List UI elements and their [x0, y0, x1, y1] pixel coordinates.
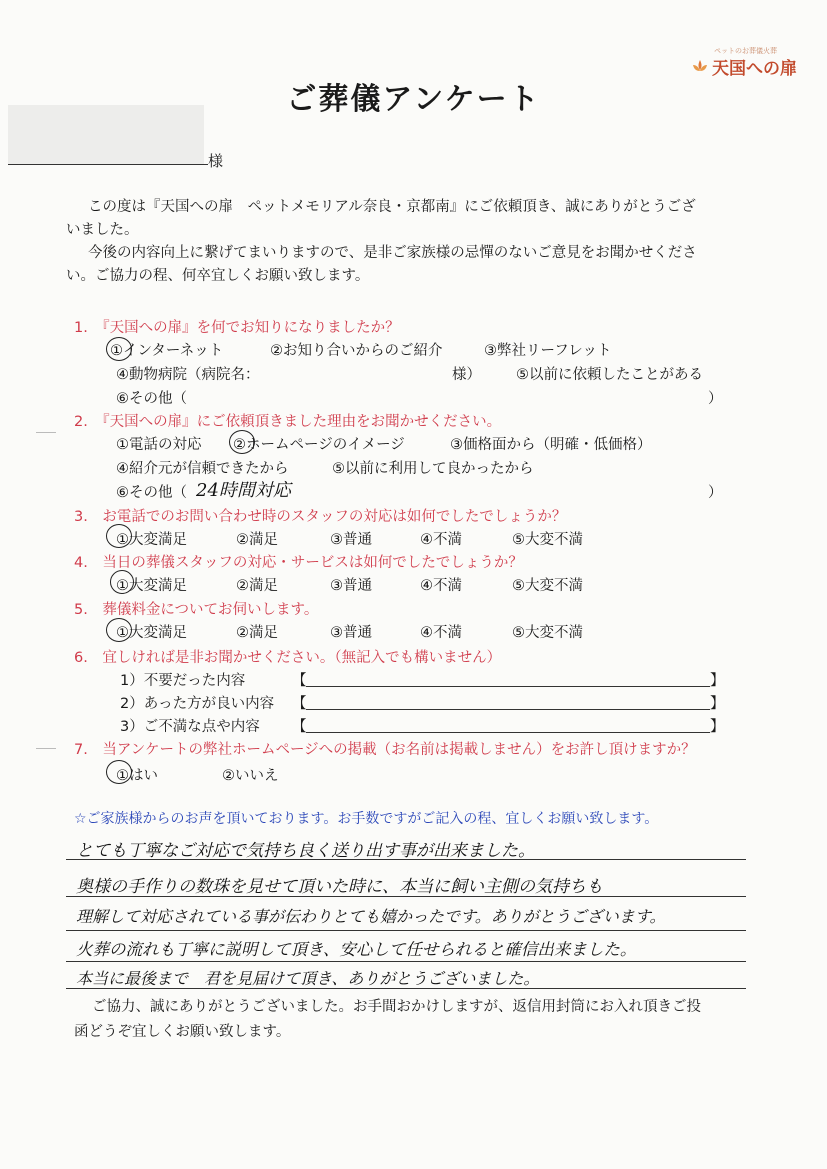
comment-rule [66, 988, 746, 989]
comment-notice: ☆ご家族様からのお声を頂いております。お手数ですがご記入の程、宜しくお願い致します。 [74, 811, 659, 827]
q6-row-2-label: 2）あった方が良い内容 [120, 696, 275, 712]
comment-line-5: 本当に最後まで 君を見届けて頂き、ありがとうございました。 [76, 969, 540, 988]
q5-option-5[interactable]: ⑤大変不満 [512, 625, 583, 641]
logo-text: 天国への扉 [712, 59, 797, 79]
q1-option-4-suffix: 様） [452, 367, 481, 383]
recipient-underline [8, 164, 208, 165]
q2-option-5[interactable]: ⑤以前に利用して良かったから [332, 461, 534, 477]
q3-option-1[interactable]: ①大変満足 [116, 532, 187, 548]
q2-option-2[interactable]: ②ホームページのイメージ [233, 437, 405, 453]
comment-rule [66, 961, 746, 962]
q6-row-1-close: 】 [710, 673, 725, 689]
q6-row-2-input[interactable] [306, 709, 710, 710]
q3-option-2[interactable]: ②満足 [236, 532, 278, 548]
q1-option-5[interactable]: ⑤以前に依頼したことがある [516, 367, 703, 383]
comment-line-2: 奥様の手作りの数珠を見せて頂いた時に、本当に飼い主側の気持ちも [76, 877, 603, 897]
q4-option-3[interactable]: ③普通 [330, 578, 372, 594]
q2-handwritten-answer: 24時間対応 [196, 480, 291, 501]
q2-close-paren: ） [708, 485, 723, 501]
comment-line-4: 火葬の流れも丁寧に説明して頂き、安心して任せられると確信出来ました。 [76, 940, 637, 959]
q5-option-4[interactable]: ④不満 [420, 625, 462, 641]
question-4: 4. 当日の葬儀スタッフの対応・サービスは如何でしたでしょうか？ [74, 555, 523, 571]
q4-option-1[interactable]: ①大変満足 [116, 578, 187, 594]
closing-text [74, 995, 752, 1045]
question-1: 1. 『天国への扉』を何でお知りになりましたか？ [74, 320, 400, 336]
q3-option-4[interactable]: ④不満 [420, 532, 462, 548]
comment-line-3: 理解して対応されている事が伝わりとても嬉かったです。ありがとうございます。 [76, 907, 666, 926]
intro-line: い。ご協力の程、何卒宜しくお願い致します。 [66, 268, 370, 284]
lotus-icon [692, 58, 708, 74]
question-5: 5. 葬儀料金についてお伺いします。 [74, 602, 319, 618]
q4-option-4[interactable]: ④不満 [420, 578, 462, 594]
q1-option-1[interactable]: ①インターネット [110, 343, 224, 359]
intro-line: この度は『天国への扉 ペットメモリアル奈良・京都南』にご依頼頂き、誠にありがとうござ [88, 199, 696, 215]
q3-option-5[interactable]: ⑤大変不満 [512, 532, 583, 548]
q3-option-3[interactable]: ③普通 [330, 532, 372, 548]
q6-row-1-label: 1）不要だった内容 [120, 673, 246, 689]
q6-row-1-open: 【 [292, 673, 307, 689]
q6-row-3-input[interactable] [306, 732, 710, 733]
q1-option-6[interactable]: ⑥その他（ [116, 391, 187, 407]
q6-row-3-label: 3）ご不満な点や内容 [120, 719, 260, 735]
q1-option-4[interactable]: ④動物病院（病院名： [116, 367, 260, 383]
fold-mark [36, 748, 56, 749]
q5-option-3[interactable]: ③普通 [330, 625, 372, 641]
q6-row-3-close: 】 [710, 719, 725, 735]
question-2: 2. 『天国への扉』にご依頼頂きました理由をお聞かせください。 [74, 414, 502, 430]
intro-line: いました。 [66, 222, 139, 238]
intro-text [66, 196, 746, 288]
recipient-honorific: 様 [208, 152, 224, 170]
q4-option-2[interactable]: ②満足 [236, 578, 278, 594]
q6-row-1-input[interactable] [306, 686, 710, 687]
q7-option-no[interactable]: ②いいえ [222, 768, 279, 784]
comment-rule [66, 896, 746, 897]
closing-line: ご協力、誠にありがとうございました。お手間おかけしますが、返信用封筒にお入れ頂きご投 [92, 999, 701, 1015]
intro-line: 今後の内容向上に繋げてまいりますので、是非ご家族様の忌憚のないご意見をお聞かせくださ [88, 245, 697, 261]
q6-row-3-open: 【 [292, 719, 307, 735]
q6-row-2-open: 【 [292, 696, 307, 712]
q5-option-1[interactable]: ①大変満足 [116, 625, 187, 641]
comment-rule [66, 930, 746, 931]
redacted-name-box [8, 105, 204, 165]
closing-line: 函どうぞ宜しくお願い致します。 [74, 1024, 291, 1040]
q2-option-4[interactable]: ④紹介元が信頼できたから [116, 461, 289, 477]
q5-option-2[interactable]: ②満足 [236, 625, 278, 641]
question-7: 7. 当アンケートの弊社ホームページへの掲載（お名前は掲載しません）をお許し頂けますか？ [74, 742, 696, 758]
q1-close-paren: ） [708, 391, 723, 407]
comment-rule [66, 859, 746, 860]
q7-option-yes[interactable]: ①はい [116, 768, 158, 784]
comment-line-1: とても丁寧なご対応で気持ち良く送り出す事が出来ました。 [76, 841, 535, 861]
q2-option-1[interactable]: ①電話の対応 [116, 437, 202, 453]
q1-option-3[interactable]: ③弊社リーフレット [484, 343, 612, 359]
q2-option-3[interactable]: ③価格面から（明確・低価格） [450, 437, 652, 453]
logo-tagline: ペットのお葬儀火葬 [714, 47, 777, 55]
q1-option-2[interactable]: ②お知り合いからのご紹介 [270, 343, 443, 359]
q6-row-2-close: 】 [710, 696, 725, 712]
q2-option-6[interactable]: ⑥その他（ [116, 485, 187, 501]
page-title: ご葬儀アンケート [286, 82, 541, 117]
question-3: 3. お電話でのお問い合わせ時のスタッフの対応は如何でしたでしょうか？ [74, 509, 567, 525]
fold-mark [36, 432, 56, 433]
q4-option-5[interactable]: ⑤大変不満 [512, 578, 583, 594]
question-6: 6. 宜しければ是非お聞かせください。（無記入でも構いません） [74, 650, 502, 666]
